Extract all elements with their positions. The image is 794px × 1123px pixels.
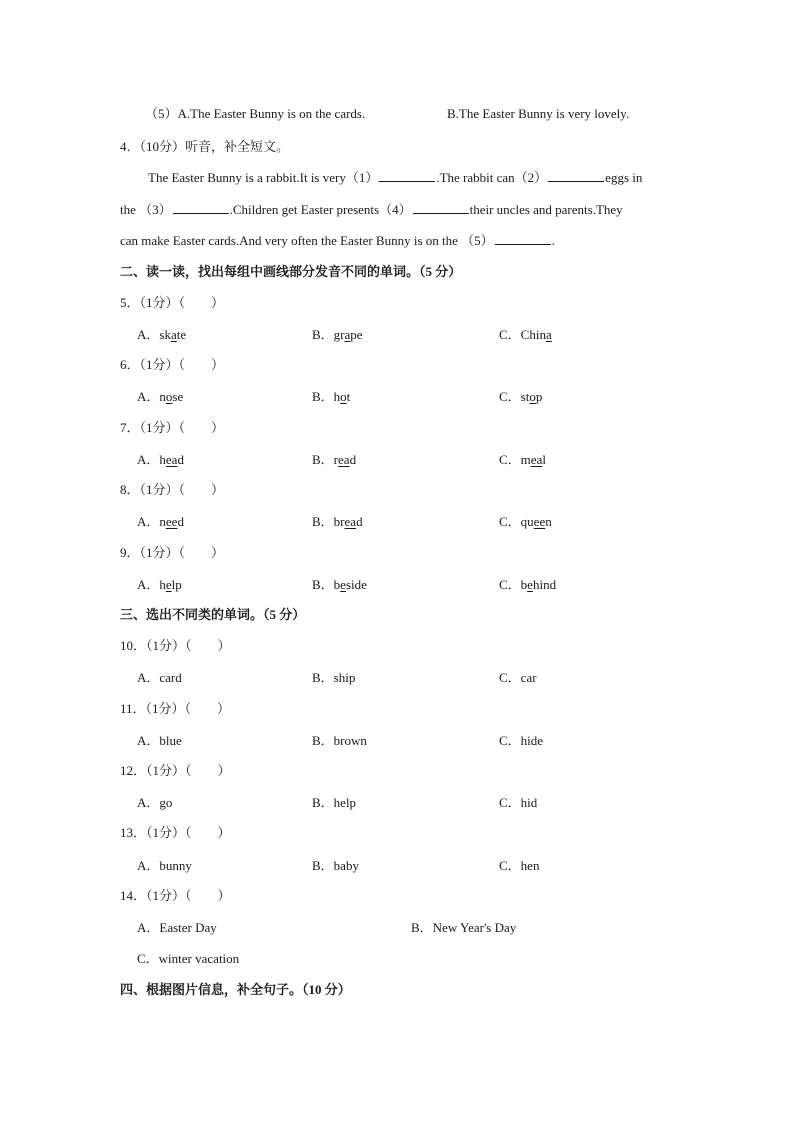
q13-option-b[interactable]: B．baby <box>312 858 359 873</box>
option-label: B． <box>312 514 334 529</box>
q5-number: 5．（1分）（ ） <box>120 295 225 310</box>
q7-option-a[interactable] <box>137 452 184 468</box>
q4-passage-line-1 <box>148 170 676 186</box>
q6-number: 6．（1分）（ ） <box>120 357 225 372</box>
word-part: h <box>159 577 166 592</box>
q4-passage-line-3 <box>120 233 555 249</box>
q4-p2-text-c: their uncles and parents.They <box>469 202 623 217</box>
q13-option-a[interactable]: A．bunny <box>137 858 192 873</box>
underlined-letters: e <box>340 577 346 592</box>
blank-2[interactable] <box>548 170 604 182</box>
word-part: n <box>159 514 166 529</box>
word-part: n <box>545 514 552 529</box>
q12-option-b[interactable]: B．help <box>312 795 357 810</box>
option-label: B． <box>312 452 334 467</box>
word-part: h <box>333 389 341 404</box>
word-part: qu <box>520 514 534 529</box>
q5-option-c[interactable] <box>499 327 552 343</box>
section2-title: 二、读一读，找出每组中画线部分发音不同的单词。（5 分） <box>120 264 462 279</box>
q8-option-a[interactable] <box>137 514 184 530</box>
q14-option-c[interactable]: C．winter vacation <box>137 951 240 966</box>
q5-option-a[interactable] <box>137 327 186 343</box>
q8-option-c[interactable] <box>499 514 552 530</box>
q10-option-b[interactable]: B．ship <box>312 670 356 685</box>
word-part: d <box>177 514 184 529</box>
q12-option-c[interactable]: C．hid <box>499 795 538 810</box>
q4-p1-text-b: .The rabbit can（2） <box>436 170 548 185</box>
q4-p3-text-b: . <box>551 233 555 248</box>
q14-option-a[interactable]: A．Easter Day <box>137 920 217 935</box>
word-part: te <box>176 327 187 342</box>
q4-p3-text-a: can make Easter cards.And very often the Easter Bunny is on the （5） <box>120 233 494 248</box>
q3-item5-option-b: B.The Easter Bunny is very lovely. <box>447 106 630 121</box>
underlined-letters: e <box>527 577 533 592</box>
option-label: C． <box>499 514 521 529</box>
q7-number: 7．（1分）（ ） <box>120 420 225 435</box>
option-label: C． <box>499 577 521 592</box>
q6-option-c[interactable] <box>499 389 542 405</box>
blank-5[interactable] <box>495 233 551 245</box>
word-part: n <box>159 389 166 404</box>
q4-title: 4．（10分）听音，补全短文。 <box>120 139 290 154</box>
q10-number: 10．（1分）（ ） <box>120 638 231 653</box>
q3-item5-prefix: （5）A. <box>145 106 191 121</box>
q13-option-c[interactable]: C．hen <box>499 858 540 873</box>
word-part: se <box>172 389 184 404</box>
word-part: st <box>520 389 530 404</box>
word-part: l <box>542 452 546 467</box>
word-part: t <box>346 389 351 404</box>
underlined-letters: o <box>165 389 173 404</box>
option-label: B． <box>312 389 334 404</box>
underlined-letters: ee <box>533 514 546 529</box>
underlined-letters: ee <box>165 514 178 529</box>
q9-option-b[interactable] <box>312 577 367 593</box>
option-label: A． <box>137 577 160 592</box>
word-part: sk <box>159 327 171 342</box>
q4-p2-text-a: the （3） <box>120 202 172 217</box>
q7-option-c[interactable] <box>499 452 546 468</box>
q8-number: 8．（1分）（ ） <box>120 482 225 497</box>
q8-option-b[interactable] <box>312 514 363 530</box>
section4-title: 四、根据图片信息，补全句子。（10 分） <box>120 982 351 997</box>
word-part: Chin <box>520 327 546 342</box>
q11-number: 11．（1分）（ ） <box>120 701 231 716</box>
option-label: B． <box>312 577 334 592</box>
word-part: side <box>345 577 367 592</box>
blank-1[interactable] <box>379 170 435 182</box>
q3-item5-option-a <box>145 106 365 122</box>
q11-option-c[interactable]: C．hide <box>499 733 544 748</box>
option-label: C． <box>499 389 521 404</box>
word-part: d <box>356 514 363 529</box>
q13-number: 13．（1分）（ ） <box>120 825 231 840</box>
option-label: B． <box>312 327 334 342</box>
underlined-letters: o <box>340 389 347 404</box>
q4-passage-line-2 <box>120 202 676 218</box>
word-part: p <box>535 389 543 404</box>
q12-number: 12．（1分）（ ） <box>120 763 231 778</box>
word-part: m <box>520 452 531 467</box>
option-label: A． <box>137 514 160 529</box>
option-label: A． <box>137 327 160 342</box>
word-part: b <box>333 577 341 592</box>
q11-option-b[interactable]: B．brown <box>312 733 367 748</box>
word-part: d <box>349 452 357 467</box>
underlined-letters: ea <box>338 452 350 467</box>
q4-p1-text-c: eggs in <box>605 170 643 185</box>
q7-option-b[interactable] <box>312 452 356 468</box>
q14-number: 14．（1分）（ ） <box>120 888 231 903</box>
underlined-letters: ea <box>530 452 543 467</box>
underlined-letters: a <box>344 327 351 342</box>
underlined-letters: e <box>165 577 172 592</box>
word-part: h <box>159 452 166 467</box>
q4-p2-text-b: .Children get Easter presents（4） <box>229 202 412 217</box>
q14-option-b[interactable]: B．New Year's Day <box>411 920 517 935</box>
word-part: br <box>333 514 345 529</box>
option-label: A． <box>137 452 160 467</box>
q11-option-a[interactable]: A．blue <box>137 733 182 748</box>
q9-option-c[interactable] <box>499 577 556 593</box>
underlined-letters: a <box>170 327 177 342</box>
word-part: lp <box>171 577 182 592</box>
underlined-letters: ea <box>344 514 357 529</box>
q6-option-a[interactable] <box>137 389 183 405</box>
underlined-letters: o <box>529 389 536 404</box>
word-part: d <box>177 452 184 467</box>
word-part: hind <box>532 577 557 592</box>
blank-3[interactable] <box>173 202 229 214</box>
word-part: pe <box>350 327 363 342</box>
q9-option-a[interactable] <box>137 577 182 593</box>
word-part: b <box>520 577 528 592</box>
word-part: r <box>333 452 339 467</box>
q5-option-b[interactable] <box>312 327 363 343</box>
word-part: gr <box>333 327 345 342</box>
q3-item5-text-a: The Easter Bunny is on the cards. <box>190 106 366 121</box>
underlined-letters: a <box>545 327 552 342</box>
option-label: C． <box>499 327 521 342</box>
q9-number: 9．（1分）（ ） <box>120 545 225 560</box>
q12-option-a[interactable]: A．go <box>137 795 173 810</box>
q10-option-c[interactable]: C．car <box>499 670 537 685</box>
q6-option-b[interactable] <box>312 389 350 405</box>
blank-4[interactable] <box>413 202 469 214</box>
section3-title: 三、选出不同类的单词。（5 分） <box>120 607 306 622</box>
option-label: C． <box>499 452 521 467</box>
option-label: A． <box>137 389 160 404</box>
q4-p1-text-a: The Easter Bunny is a rabbit.It is very（1） <box>148 170 379 185</box>
underlined-letters: ea <box>165 452 178 467</box>
q10-option-a[interactable]: A．card <box>137 670 182 685</box>
